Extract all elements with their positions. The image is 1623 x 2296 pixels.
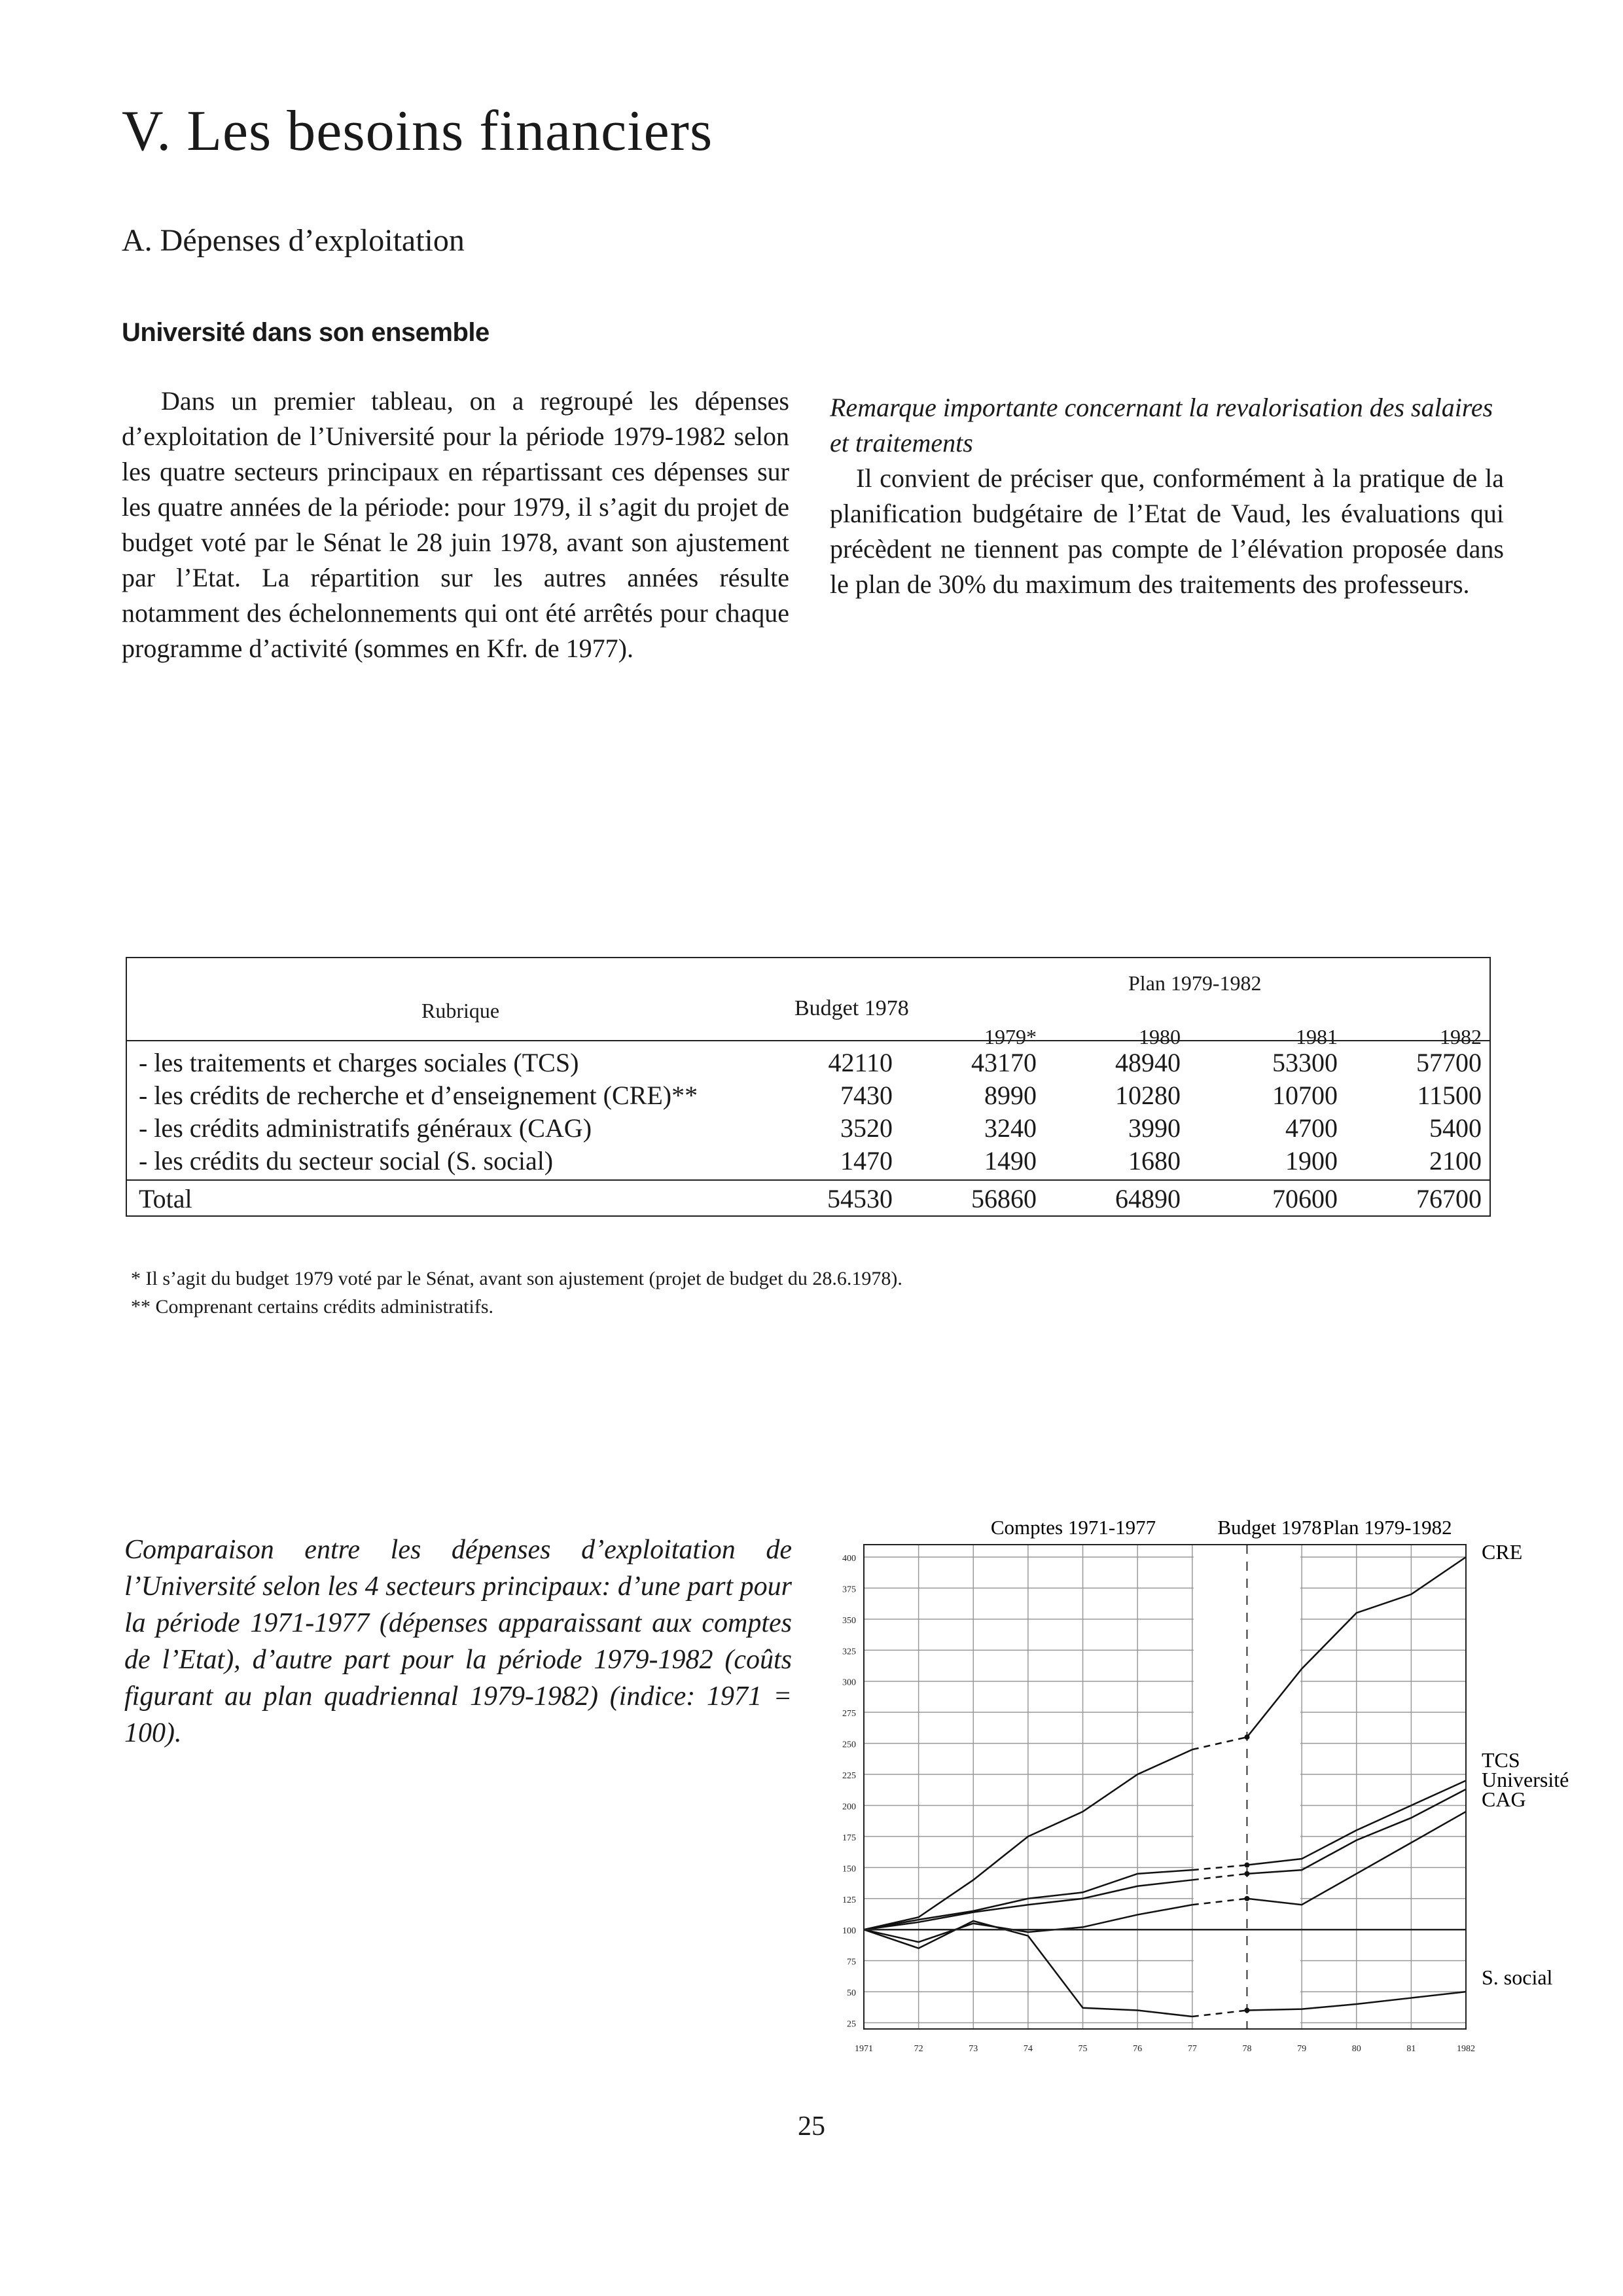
series-tcs-point-1978 (1244, 1863, 1249, 1868)
chart-caption: Comparaison entre les dépenses d’exploitation de l’Université selon les 4 secteurs principaux: d’une part pour la période 1971-1977 (dépenses apparaissant aux comptes de l’Etat), d’autre part pour la période 1979-1982 (coûts figurant au plan quadriennal 1979-1982) (indice: 1971 = 100). (124, 1535, 792, 1748)
cell-cag-1981: 4700 (1285, 1113, 1338, 1143)
x-tick-79: 79 (1297, 2044, 1307, 2054)
legend-tcs: TCS (1482, 1748, 1520, 1772)
y-tick-50: 50 (847, 1988, 856, 1999)
y-tick-200: 200 (842, 1802, 856, 1812)
y-tick-375: 375 (842, 1585, 856, 1595)
cell-social-1981: 1900 (1285, 1146, 1338, 1175)
period-dividers (1194, 1545, 1300, 2029)
cell-tcs-1982: 57700 (1416, 1048, 1482, 1077)
x-tick-80: 80 (1351, 2044, 1361, 2054)
y-tick-100: 100 (842, 1926, 856, 1937)
chart-axes (842, 1545, 1475, 2054)
cell-total-1978: 54530 (827, 1184, 893, 1213)
row-label-social: - les crédits du secteur social (S. social) (139, 1146, 554, 1175)
y-tick-225: 225 (842, 1771, 856, 1782)
row-label-cre: - les crédits de recherche et d’enseignement (CRE)** (139, 1081, 698, 1110)
header-year-1980: 1980 (1139, 1025, 1181, 1049)
x-tick-75: 75 (1078, 2044, 1088, 2054)
header-year-1982: 1982 (1440, 1025, 1482, 1049)
cell-cre-1981: 10700 (1272, 1081, 1338, 1110)
cell-total-1979: 56860 (971, 1184, 1037, 1213)
header-year-1981: 1981 (1296, 1025, 1338, 1049)
y-tick-400: 400 (842, 1553, 856, 1564)
row-label-tcs: - les traitements et charges sociales (TCS) (139, 1048, 579, 1077)
series-universit--point-1978 (1244, 1871, 1249, 1876)
index-line-chart (812, 1518, 1584, 2081)
cell-cre-1980: 10280 (1115, 1081, 1181, 1110)
x-tick-73: 73 (969, 2044, 978, 2054)
legend-cre: CRE (1482, 1540, 1523, 1564)
cell-social-1980: 1680 (1128, 1146, 1181, 1175)
y-tick-300: 300 (842, 1677, 856, 1688)
series-cag-point-1978 (1244, 1896, 1249, 1901)
period-label-plan: Plan 1979-1982 (1323, 1518, 1452, 1539)
subsection-heading: Université dans son ensemble (122, 318, 490, 347)
x-tick-78: 78 (1242, 2044, 1252, 2054)
remark-paragraph: Il convient de préciser que, conformément à la pratique de la planification budgétaire de l’Etat de Vaud, les évaluations qui précèdent ne tiennent pas compte de l’élévation proposée dans le plan de 30% du maximum des traitements des professeurs. (830, 463, 1504, 599)
header-rubrique: Rubrique (421, 999, 500, 1022)
x-tick-77: 77 (1187, 2044, 1197, 2054)
x-tick-1971: 1971 (855, 2044, 873, 2054)
chart-grid (864, 1545, 1466, 2029)
plot-frame (864, 1545, 1466, 2029)
cell-social-1978: 1470 (840, 1146, 893, 1175)
series-s-social-point-1978 (1244, 2008, 1249, 2013)
cell-cre-1978: 7430 (840, 1081, 893, 1110)
y-tick-75: 75 (847, 1957, 856, 1967)
legend-social: S. social (1482, 1965, 1553, 1989)
page-title: V. Les besoins financiers (122, 99, 713, 163)
cell-social-1982: 2100 (1429, 1146, 1482, 1175)
x-tick-72: 72 (914, 2044, 923, 2054)
x-tick-81: 81 (1406, 2044, 1416, 2054)
y-tick-350: 350 (842, 1615, 856, 1626)
period-label-comptes: Comptes 1971-1977 (990, 1518, 1156, 1539)
total-divider (127, 1179, 1489, 1181)
cell-total-1982: 76700 (1416, 1184, 1482, 1213)
header-divider (127, 1040, 1489, 1041)
y-tick-150: 150 (842, 1864, 856, 1874)
cell-total-1980: 64890 (1115, 1184, 1181, 1213)
section-heading: A. Dépenses d’exploitation (122, 223, 465, 258)
page-number: 25 (798, 2111, 825, 2142)
header-plan: Plan 1979-1982 (1128, 971, 1262, 995)
intro-paragraph: Dans un premier tableau, on a regroupé les dépenses d’exploitation de l’Université pour la période 1979-1982 selon les quatre secteurs principaux en répartissant ces dépenses sur les quatre années de la période: pour 1979, il s’agit du projet de budget voté par le Sénat le 28 juin 1978, avant son ajustement par l’Etat. La répartition sur les autres années résulte notamment des échelonnements qui ont été arrêtés pour chaque programme d’activité (sommes en Kfr. de 1977). (122, 386, 789, 663)
row-label-cag: - les crédits administratifs généraux (CAG) (139, 1113, 592, 1143)
y-tick-325: 325 (842, 1647, 856, 1657)
cell-cag-1978: 3520 (840, 1113, 893, 1143)
y-tick-125: 125 (842, 1895, 856, 1905)
cell-tcs-1980: 48940 (1115, 1048, 1181, 1077)
footnote-2: ** Comprenant certains crédits administratifs. (131, 1296, 494, 1318)
row-label-total: Total (139, 1184, 192, 1213)
cell-cag-1982: 5400 (1429, 1113, 1482, 1143)
y-tick-25: 25 (847, 2019, 856, 2030)
x-tick-1982: 1982 (1457, 2044, 1475, 2054)
chart-series (864, 1557, 1466, 2017)
cell-cag-1980: 3990 (1128, 1113, 1181, 1143)
cell-social-1979: 1490 (984, 1146, 1037, 1175)
cell-cre-1982: 11500 (1417, 1081, 1482, 1110)
cell-total-1981: 70600 (1272, 1184, 1338, 1213)
remark-heading: Remarque importante concernant la revalorisation des salaires et traitements (830, 393, 1493, 457)
legend-universite: Université (1482, 1768, 1569, 1791)
x-tick-76: 76 (1133, 2044, 1143, 2054)
y-tick-250: 250 (842, 1740, 856, 1750)
x-tick-74: 74 (1023, 2044, 1033, 2054)
cell-cag-1979: 3240 (984, 1113, 1037, 1143)
footnote-1: * Il s’agit du budget 1979 voté par le Sénat, avant son ajustement (projet de budget du 28.6.1978). (131, 1268, 902, 1289)
series-cre-point-1978 (1244, 1734, 1249, 1740)
y-tick-275: 275 (842, 1709, 856, 1719)
legend-cag: CAG (1482, 1787, 1526, 1811)
y-tick-175: 175 (842, 1833, 856, 1843)
header-budget: Budget 1978 (794, 996, 909, 1020)
header-year-1979: 1979* (984, 1025, 1037, 1049)
cell-tcs-1981: 53300 (1272, 1048, 1338, 1077)
cell-cre-1979: 8990 (984, 1081, 1037, 1110)
cell-tcs-1978: 42110 (828, 1048, 893, 1077)
cell-tcs-1979: 43170 (971, 1048, 1037, 1077)
period-label-budget: Budget 1978 (1217, 1518, 1322, 1539)
budget-table (126, 957, 1491, 1217)
